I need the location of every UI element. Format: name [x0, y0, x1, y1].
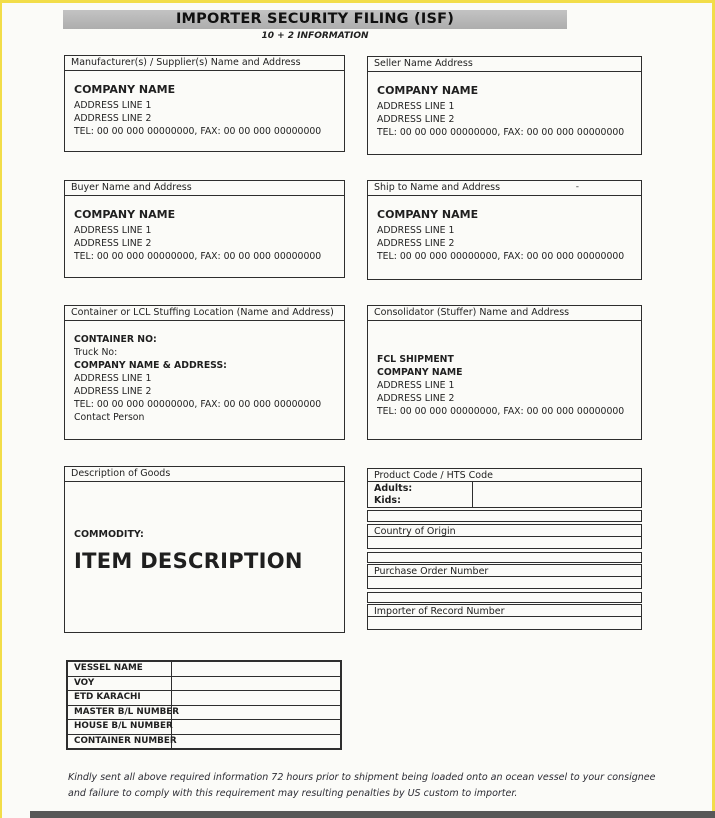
ship-to-box [367, 180, 642, 280]
country-of-origin-header: Country of Origin [374, 526, 456, 537]
company-address-label: COMPANY NAME & ADDRESS: [74, 360, 227, 371]
description-of-goods-header: Description of Goods [65, 467, 344, 482]
manufacturer-supplier-header: Manufacturer(s) / Supplier(s) Name and Address [65, 56, 344, 71]
row-value [172, 720, 340, 734]
buyer-body [65, 196, 344, 263]
table-row [68, 677, 340, 692]
commodity-label: COMMODITY: [74, 529, 144, 540]
address-line-1: ADDRESS LINE 1 [74, 225, 152, 236]
table-row [68, 735, 340, 749]
product-hts-header-row [367, 468, 642, 482]
address-line-2: ADDRESS LINE 2 [74, 386, 152, 397]
purchase-order-header: Purchase Order Number [374, 566, 489, 577]
product-hts-entry-row [367, 481, 642, 508]
purchase-order-value-row [367, 576, 642, 589]
address-line-2: ADDRESS LINE 2 [377, 393, 455, 404]
row-value [172, 662, 340, 676]
seller-header: Seller Name Address [368, 57, 641, 72]
address-line-2: ADDRESS LINE 2 [74, 238, 152, 249]
table-row [68, 691, 340, 706]
shipment-type-label: FCL SHIPMENT [377, 354, 454, 365]
tel-fax-line: TEL: 00 00 000 00000000, FAX: 00 00 000 00000000 [74, 251, 322, 262]
address-line-1: ADDRESS LINE 1 [74, 373, 152, 384]
manufacturer-supplier-box [64, 55, 345, 152]
stuffing-location-header: Container or LCL Stuffing Location (Name and Address) [65, 306, 344, 321]
row-label: MASTER B/L NUMBER [68, 706, 172, 720]
empty-field-row [367, 552, 642, 563]
importer-record-value-row [367, 616, 642, 630]
page-edge-shadow [30, 811, 715, 818]
stuffing-location-body [65, 321, 344, 424]
page-border-top [0, 0, 715, 3]
row-value [172, 735, 340, 749]
consolidator-body [368, 321, 641, 418]
tel-fax-line: TEL: 00 00 000 00000000, FAX: 00 00 000 00000000 [377, 251, 625, 262]
vessel-details-table [66, 660, 342, 750]
adults-label: Adults: [374, 483, 413, 494]
row-label: ETD KARACHI [68, 691, 172, 705]
row-label: VESSEL NAME [68, 662, 172, 676]
consolidator-box [367, 305, 642, 440]
contact-person-label: Contact Person [74, 412, 145, 423]
footer-note-line-2: and failure to comply with this requirement may resulting penalties by US custom to importer. [68, 788, 518, 799]
kids-label: Kids: [374, 495, 401, 506]
address-line-1: ADDRESS LINE 1 [377, 101, 455, 112]
row-label: CONTAINER NUMBER [68, 735, 172, 749]
tel-fax-line: TEL: 00 00 000 00000000, FAX: 00 00 000 00000000 [74, 126, 322, 137]
consolidator-header: Consolidator (Stuffer) Name and Address [368, 306, 641, 321]
ship-to-header-label: Ship to Name and Address [374, 182, 501, 193]
row-value [172, 706, 340, 720]
footer-note-line-1: Kindly sent all above required information 72 hours prior to shipment being loaded onto an ocean vessel to your consignee [68, 772, 656, 783]
row-label: VOY [68, 677, 172, 691]
table-row [68, 706, 340, 721]
tel-fax-line: TEL: 00 00 000 00000000, FAX: 00 00 000 00000000 [74, 399, 322, 410]
tel-fax-line: TEL: 00 00 000 00000000, FAX: 00 00 000 00000000 [377, 127, 625, 138]
page-border-left [0, 0, 2, 818]
page-subtitle: 10 + 2 INFORMATION [261, 31, 369, 41]
ship-to-body [368, 196, 641, 263]
description-of-goods-box [64, 466, 345, 633]
empty-field-row [367, 592, 642, 603]
table-row [68, 720, 340, 735]
page-title: IMPORTER SECURITY FILING (ISF) [63, 10, 567, 29]
buyer-header: Buyer Name and Address [65, 181, 344, 196]
adults-kids-cell [368, 482, 473, 507]
seller-box [367, 56, 642, 155]
importer-record-header: Importer of Record Number [374, 606, 505, 617]
row-label: HOUSE B/L NUMBER [68, 720, 172, 734]
row-value [172, 691, 340, 705]
address-line-2: ADDRESS LINE 2 [74, 113, 152, 124]
truck-no-label: Truck No: [74, 347, 118, 358]
company-name: COMPANY NAME [377, 84, 479, 97]
address-line-1: ADDRESS LINE 1 [74, 100, 152, 111]
company-name: COMPANY NAME [377, 208, 479, 221]
container-no-label: CONTAINER NO: [74, 334, 157, 345]
manufacturer-supplier-body [65, 71, 344, 138]
company-name: COMPANY NAME [377, 367, 463, 378]
item-description-text: ITEM DESCRIPTION [74, 549, 303, 573]
address-line-2: ADDRESS LINE 2 [377, 238, 455, 249]
stray-scan-mark: - [575, 182, 579, 192]
address-line-2: ADDRESS LINE 2 [377, 114, 455, 125]
address-line-1: ADDRESS LINE 1 [377, 225, 455, 236]
country-of-origin-value-row [367, 536, 642, 549]
row-value [172, 677, 340, 691]
tel-fax-line: TEL: 00 00 000 00000000, FAX: 00 00 000 00000000 [377, 406, 625, 417]
stuffing-location-box [64, 305, 345, 440]
seller-body [368, 72, 641, 139]
buyer-box [64, 180, 345, 278]
product-hts-header: Product Code / HTS Code [374, 470, 493, 481]
hts-code-value-cell [473, 482, 641, 507]
ship-to-header [368, 181, 641, 196]
company-name: COMPANY NAME [74, 208, 176, 221]
table-row [68, 662, 340, 677]
company-name: COMPANY NAME [74, 83, 176, 96]
empty-field-row [367, 510, 642, 522]
footer-note [68, 770, 668, 802]
address-line-1: ADDRESS LINE 1 [377, 380, 455, 391]
